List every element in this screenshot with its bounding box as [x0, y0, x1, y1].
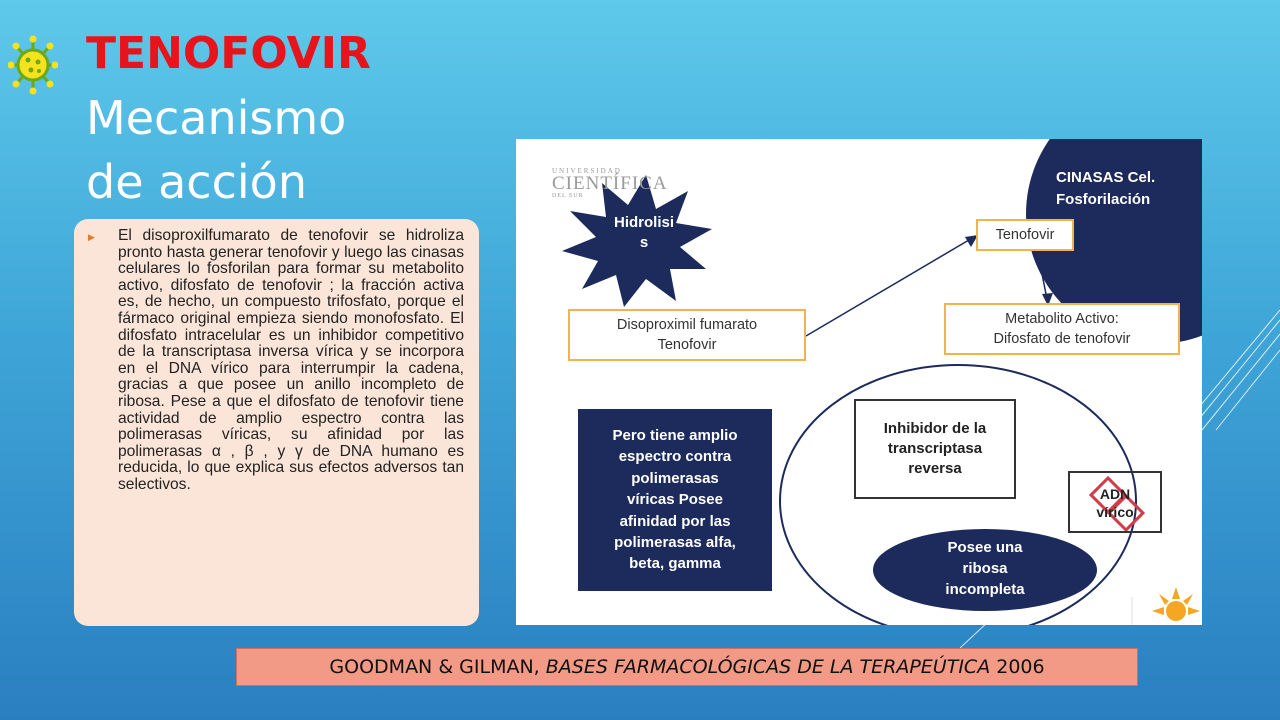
espectro-line: polimerasas alfa, [614, 534, 736, 552]
virus-icon [8, 32, 58, 98]
university-logo [552, 167, 668, 199]
university-line-2: CIENTÍFICA [552, 173, 668, 194]
citation-bar [236, 648, 1138, 686]
metabolito-line-2: Difosfato de tenofovir [993, 331, 1131, 347]
tenofovir-box: Tenofovir [976, 219, 1074, 251]
metabolito-box [944, 303, 1180, 355]
university-line-3: DEL SUR [552, 193, 584, 199]
inhibidor-box [854, 399, 1016, 499]
citation-year: 2006 [990, 656, 1045, 678]
decorative-lines [1180, 300, 1280, 440]
ribosa-line: Posee una [947, 539, 1023, 556]
bullet-arrow-icon: ▶ [88, 233, 95, 243]
sun-icon [1152, 587, 1200, 621]
text-panel [74, 219, 479, 626]
mechanism-paragraph: El disoproxilfumarato de tenofovir se hidroliza pronto hasta generar tenofovir y luego las cinasas celulares lo fosforilan para formar su metabolito activo, difosfato de tenofovir ; la fracción activa es, de hecho, un compuesto trifosfato, porque el fármaco original empieza siendo monofosfato. El difosfato intracelular es un inhibidor competitivo de la transcriptasa inversa vírica y se incorpora en el DNA vírico para interrumpir la cadena, gracias a que posee un anillo incompleto de ribosa. Pese a que el difosfato de tenofovir tiene actividad de amplio espectro contra las polimerasas víricas, su afinidad por las polimerasas α , β , y γ de DNA humano es reducida, lo que explica sus efectos adversos tan selectivos. [118, 227, 464, 493]
ribosa-line: incompleta [945, 581, 1025, 598]
mechanism-diagram [516, 139, 1202, 625]
inhibidor-line-1: Inhibidor de la [883, 420, 987, 437]
espectro-line: polimerasas [631, 469, 719, 487]
cinasas-line-1: CINASAS Cel. [1056, 169, 1156, 186]
adn-box [1068, 471, 1162, 533]
adn-line-2: vírico [1096, 504, 1134, 520]
espectro-box [578, 409, 772, 591]
disoproxil-box [568, 309, 806, 361]
hidrolisis-label [596, 213, 692, 253]
title-drug-name: TENOFOVIR [86, 28, 371, 79]
cinasas-label [1056, 167, 1196, 211]
disoproxil-line-1: Disoproximil fumarato [616, 317, 758, 333]
espectro-line: víricas Posee [627, 491, 723, 509]
university-line-1: UNIVERSIDAD [552, 167, 622, 175]
adn-line-1: ADN [1099, 486, 1131, 502]
citation-author: GOODMAN & GILMAN, [329, 656, 546, 678]
inhibidor-line-3: reversa [908, 460, 962, 477]
espectro-line: espectro contra [618, 448, 732, 466]
disoproxil-line-2: Tenofovir [657, 337, 717, 353]
title-line-3: de acción [86, 155, 307, 209]
hidrolisis-line-2: s [639, 234, 649, 251]
title-line-2: Mecanismo [86, 91, 347, 145]
metabolito-line-1: Metabolito Activo: [1005, 311, 1119, 327]
espectro-line: afinidad por las [619, 512, 731, 530]
ribosa-label [896, 537, 1074, 600]
ribosa-line: ribosa [962, 560, 1008, 577]
hidrolisis-line-1: Hidrolisi [613, 214, 674, 231]
espectro-line: beta, gamma [629, 555, 721, 573]
inhibidor-line-2: transcriptasa [887, 440, 983, 457]
decorative-line-bottom [960, 620, 1000, 650]
citation-book: BASES FARMACOLÓGICAS DE LA TERAPEÚTICA [545, 656, 991, 678]
cinasas-line-2: Fosforilación [1056, 191, 1151, 208]
espectro-line: Pero tiene amplio [612, 427, 738, 444]
